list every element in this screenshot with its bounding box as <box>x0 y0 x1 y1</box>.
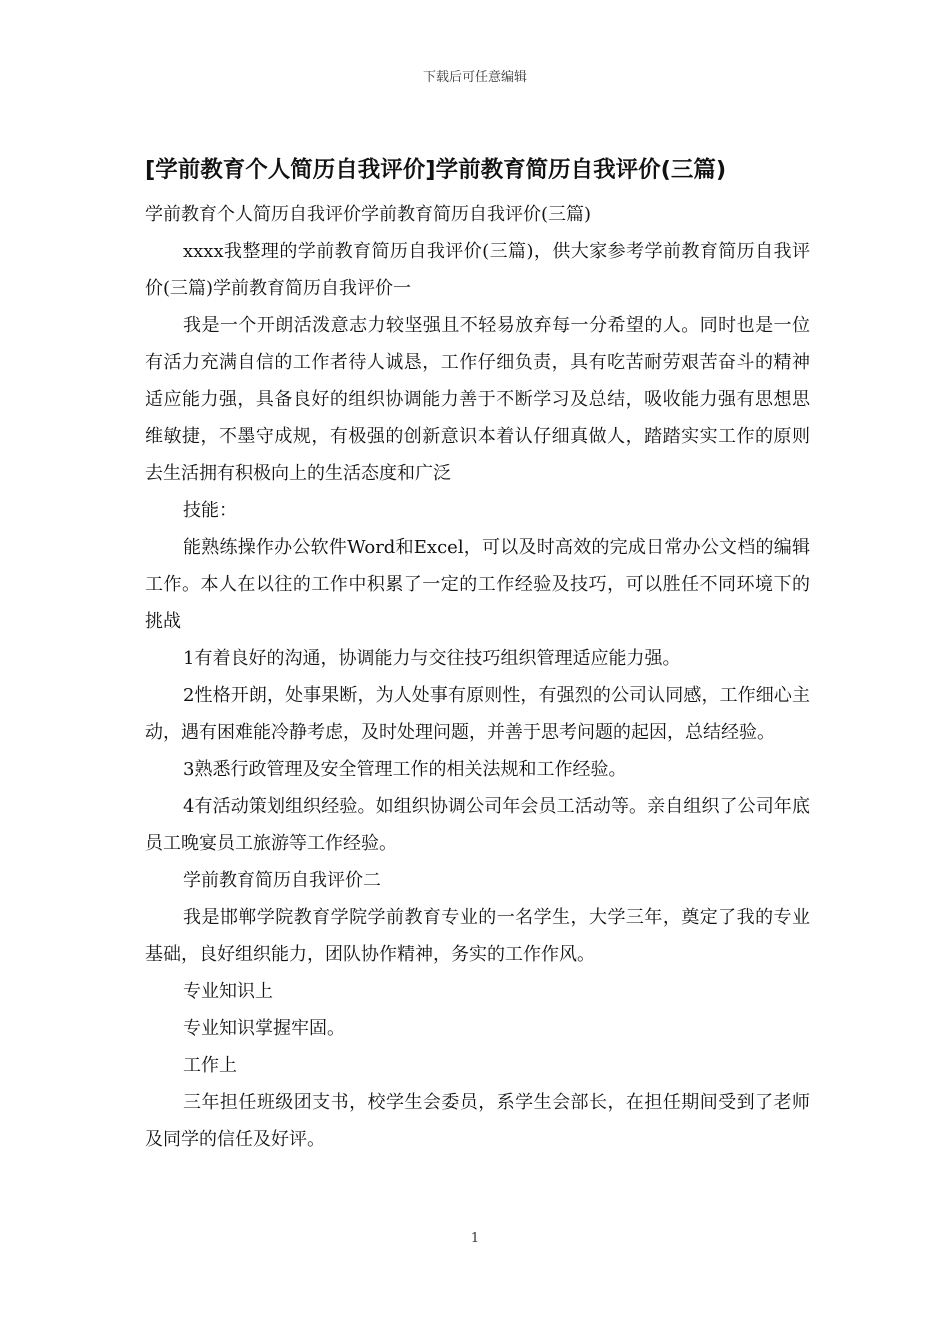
list-item: 4有活动策划组织经验。如组织协调公司年会员工活动等。亲自组织了公司年底员工晚宴员工旅游等工作经验。 <box>145 796 810 854</box>
subheading: 专业知识上 <box>183 981 273 1002</box>
document-body <box>145 196 810 1158</box>
subheading: 工作上 <box>183 1055 237 1076</box>
list-item: 2性格开朗，处事果断，为人处事有原则性，有强烈的公司认同感，工作细心主动，遇有困难能冷静考虑，及时处理问题，并善于思考问题的起因，总结经验。 <box>145 685 810 743</box>
list-item: 1有着良好的沟通，协调能力与交往技巧组织管理适应能力强。 <box>183 648 681 669</box>
document-title: [学前教育个人简历自我评价]学前教育简历自我评价(三篇) <box>145 157 727 183</box>
paragraph: xxxx我整理的学前教育简历自我评价(三篇)，供大家参考学前教育简历自我评价(三篇)学前教育简历自我评价一 <box>145 241 810 299</box>
page-number: 1 <box>470 1231 480 1246</box>
paragraph: 三年担任班级团支书，校学生会委员，系学生会部长，在担任期间受到了老师及同学的信任及好评。 <box>145 1092 810 1150</box>
list-item: 3熟悉行政管理及安全管理工作的相关法规和工作经验。 <box>183 759 627 780</box>
paragraph: 学前教育个人简历自我评价学前教育简历自我评价(三篇) <box>145 204 592 225</box>
paragraph: 能熟练操作办公软件Word和Excel，可以及时高效的完成日常办公文档的编辑工作。本人在以往的工作中积累了一定的工作经验及技巧，可以胜任不同环境下的挑战 <box>145 537 810 632</box>
section-heading: 学前教育简历自我评价二 <box>183 870 381 891</box>
paragraph: 我是邯郸学院教育学院学前教育专业的一名学生，大学三年，奠定了我的专业基础，良好组织能力，团队协作精神，务实的工作作风。 <box>145 907 810 965</box>
header-note: 下载后可任意编辑 <box>422 70 527 85</box>
paragraph: 技能： <box>183 500 237 521</box>
paragraph: 我是一个开朗活泼意志力较坚强且不轻易放弃每一分希望的人。同时也是一位有活力充满自信的工作者待人诚恳，工作仔细负责，具有吃苦耐劳艰苦奋斗的精神适应能力强，具备良好的组织协调能力善于不断学习及总结，吸收能力强有思想思维敏捷，不墨守成规，有极强的创新意识本着认仔细真做人，踏踏实实工作的原则去生活拥有积极向上的生活态度和广泛 <box>145 315 810 484</box>
paragraph: 专业知识掌握牢固。 <box>183 1018 345 1039</box>
